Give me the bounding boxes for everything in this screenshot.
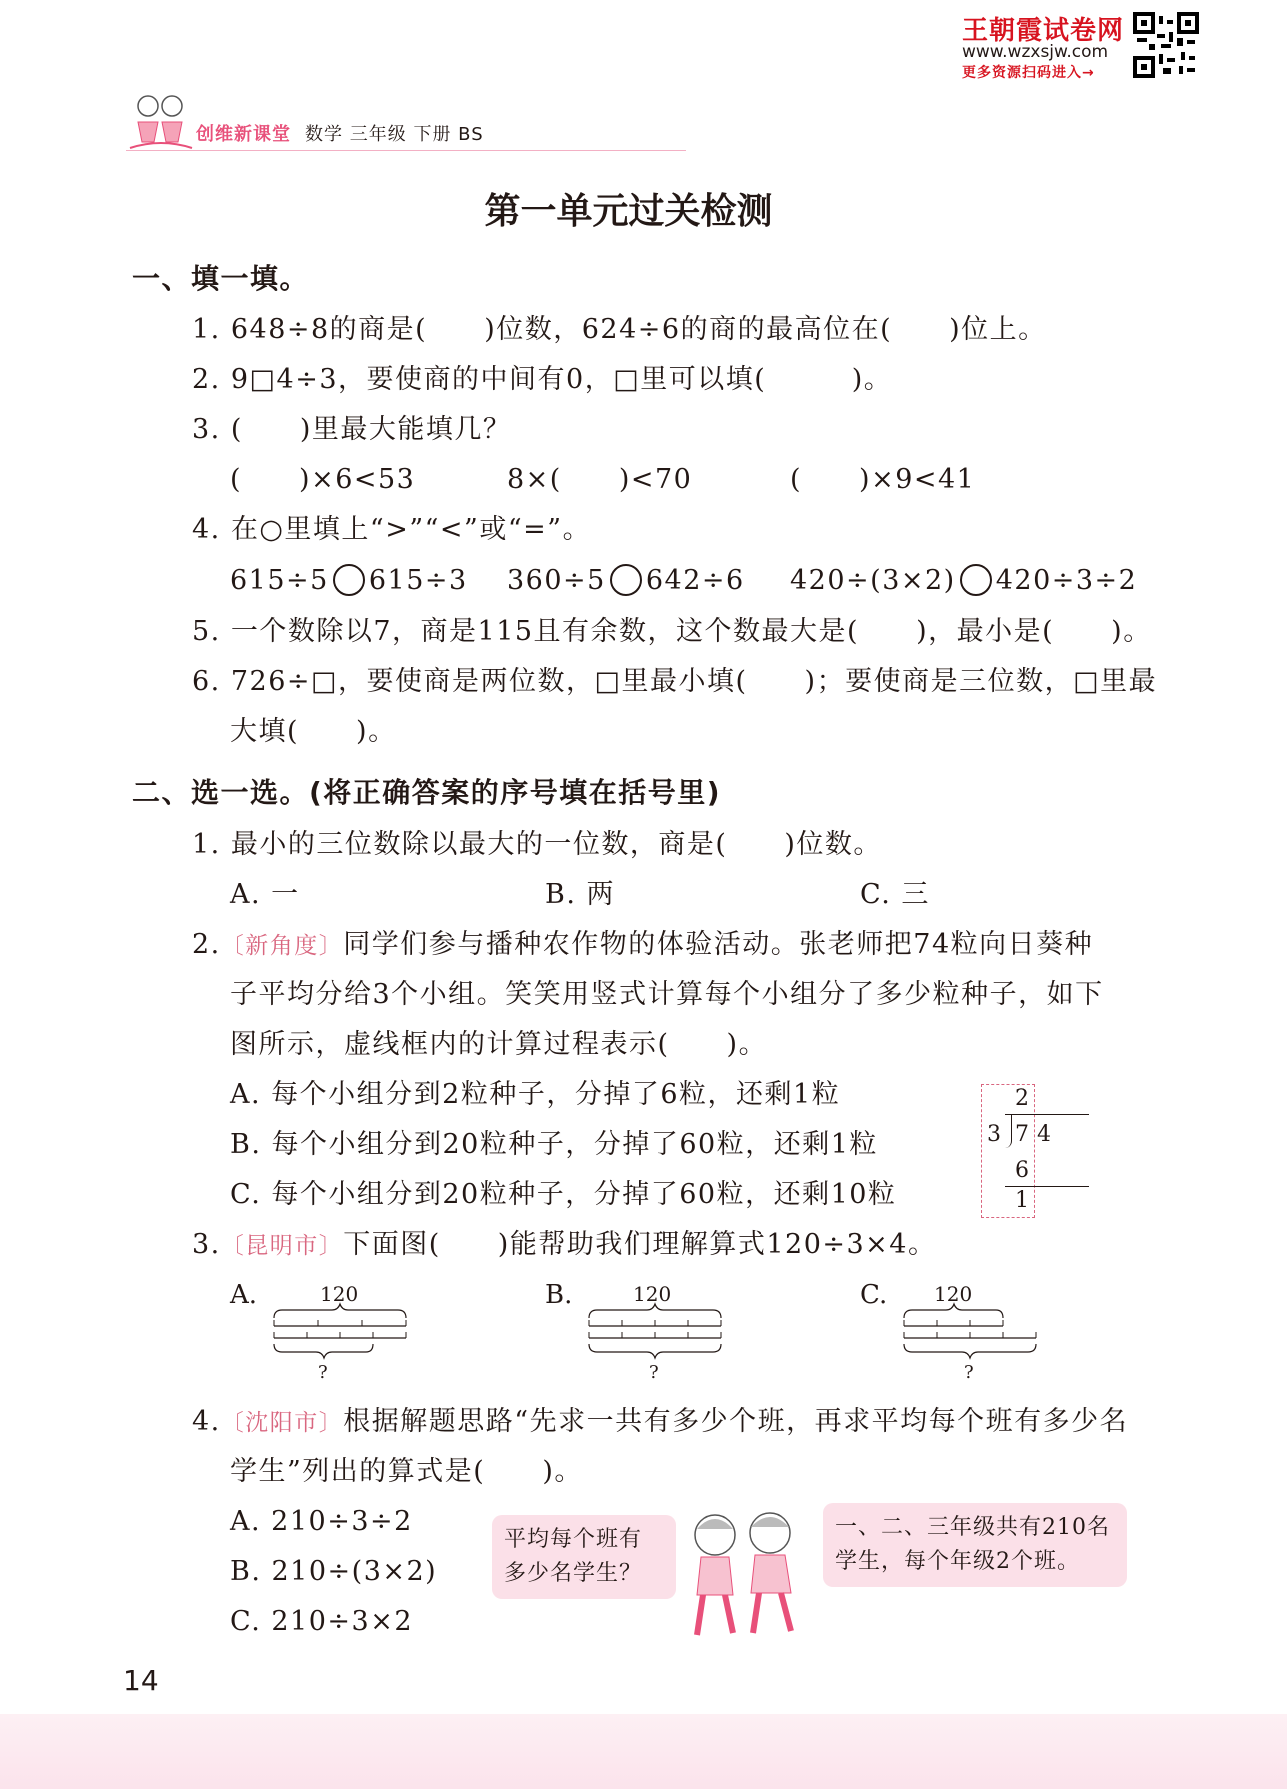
- s2-q4-option-a[interactable]: A. 210÷3÷2: [230, 1506, 413, 1537]
- s2-q1-option-c[interactable]: C. 三: [860, 879, 930, 910]
- s2-q1-option-a[interactable]: A. 一: [230, 879, 300, 910]
- question-text: 根据解题思路“先求一共有多少个班，再求平均每个班有多少名: [343, 1406, 1129, 1437]
- unknown-label: ?: [318, 1362, 328, 1383]
- section1-heading: 一、填一填。: [132, 262, 310, 295]
- footer-band: [0, 1714, 1287, 1789]
- segment-diagram: [902, 1302, 1038, 1364]
- s1-q4-compare-b: [507, 564, 745, 598]
- total-label: 120: [633, 1282, 672, 1306]
- segment-diagram: [587, 1302, 727, 1364]
- s2-q2-line1: [192, 928, 1093, 963]
- qr-code-icon[interactable]: [1133, 12, 1199, 78]
- compare-left: 420÷(3×2): [790, 565, 956, 596]
- s2-q2-option-a[interactable]: A. 每个小组分到2粒种子，分掉了6粒，还剩1粒: [230, 1079, 841, 1110]
- brand-url[interactable]: www.wzxsjw.com: [962, 42, 1109, 62]
- s1-q4: 4. 在○里填上“>”“<”或“=”。: [192, 514, 592, 545]
- s1-q3: 3. ( )里最大能填几？: [192, 414, 512, 445]
- compare-left: 360÷5: [507, 565, 606, 596]
- q3-option-c[interactable]: [860, 1278, 1050, 1388]
- s2-q1: 1. 最小的三位数除以最大的一位数，商是( )位数。: [192, 829, 882, 860]
- bubble-line: 学生，每个年级2个班。: [835, 1549, 1080, 1574]
- s1-q4-compare-c: [790, 564, 1137, 598]
- s2-q2-option-b[interactable]: B. 每个小组分到20粒种子，分掉了60粒，还剩1粒: [230, 1129, 878, 1160]
- s2-q1-option-b[interactable]: B. 两: [545, 879, 616, 910]
- option-label: B.: [545, 1280, 573, 1310]
- question-text: 下面图( )能帮助我们理解算式120÷3×4。: [343, 1229, 937, 1260]
- question-number: 3.: [192, 1229, 221, 1260]
- compare-left: 615÷5: [230, 565, 329, 596]
- unknown-label: ?: [649, 1362, 659, 1383]
- product: 6: [1015, 1158, 1029, 1183]
- s2-q4-option-c[interactable]: C. 210÷3×2: [230, 1606, 413, 1637]
- option-label: C.: [860, 1280, 888, 1310]
- series-name: 创维新课堂: [196, 124, 291, 145]
- q3-option-a[interactable]: [230, 1278, 410, 1388]
- compare-right: 642÷6: [645, 565, 745, 596]
- s1-q6-cont: 大填( )。: [230, 716, 397, 747]
- s1-q4-compare-a: [230, 564, 468, 598]
- dividend: 74: [1015, 1122, 1059, 1147]
- s1-q5: 5. 一个数除以7，商是115且有余数，这个数最大是( )，最小是( )。: [192, 616, 1152, 647]
- s1-q3b: 8×( )<70: [507, 464, 693, 495]
- header-rule: [126, 150, 686, 151]
- s1-q3a: ( )×6<53: [230, 464, 416, 495]
- subtraction-bar: [1005, 1186, 1089, 1187]
- quotient: 2: [1015, 1086, 1029, 1111]
- compare-right: 420÷3÷2: [995, 565, 1138, 596]
- s2-q4-option-b[interactable]: B. 210÷(3×2): [230, 1556, 438, 1587]
- s2-q4-line2: 学生”列出的算式是( )。: [230, 1456, 583, 1487]
- bubble-line: 多少名学生？: [504, 1561, 643, 1586]
- remainder: 1: [1015, 1188, 1029, 1213]
- question-text: 同学们参与播种农作物的体验活动。张老师把74粒向日葵种: [343, 929, 1094, 960]
- s2-q2-line2: 子平均分给3个小组。笑笑用竖式计算每个小组分了多少粒种子，如下: [230, 979, 1104, 1010]
- speech-bubble-left: [492, 1515, 676, 1599]
- page-title: 第一单元过关检测: [484, 191, 773, 232]
- section2-heading: 二、选一选。(将正确答案的序号填在括号里): [132, 776, 722, 809]
- question-number: 4.: [192, 1406, 221, 1437]
- bubble-line: 平均每个班有: [504, 1527, 643, 1552]
- s1-q1: 1. 648÷8的商是( )位数，624÷6的商的最高位在( )位上。: [192, 314, 1047, 345]
- answer-circle[interactable]: [960, 564, 992, 596]
- book-info: 数学 三年级 下册 BS: [305, 124, 484, 145]
- total-label: 120: [934, 1282, 973, 1306]
- answer-circle[interactable]: [610, 564, 642, 596]
- question-number: 2.: [192, 929, 221, 960]
- division-bracket: [1005, 1114, 1012, 1148]
- answer-circle[interactable]: [333, 564, 365, 596]
- compare-right: 615÷3: [368, 565, 468, 596]
- option-label: A.: [230, 1280, 258, 1310]
- page-number: 14: [123, 1664, 159, 1697]
- long-division-figure: [975, 1080, 1095, 1220]
- s1-q3c: ( )×9<41: [790, 464, 976, 495]
- question-tag: 〔沈阳市〕: [220, 1410, 344, 1436]
- speech-bubble-right: [823, 1503, 1127, 1587]
- brand-name: 王朝霞试卷网: [962, 16, 1125, 46]
- s2-q2-option-c[interactable]: C. 每个小组分到20粒种子，分掉了60粒，还剩10粒: [230, 1179, 897, 1210]
- kids-logo-icon: [126, 92, 196, 154]
- question-tag: 〔昆明市〕: [220, 1233, 344, 1259]
- s2-q3-line: [192, 1228, 936, 1263]
- q3-option-b[interactable]: [545, 1278, 735, 1388]
- s2-q4-line1: [192, 1405, 1128, 1440]
- bubble-line: 一、二、三年级共有210名: [835, 1515, 1110, 1540]
- total-label: 120: [320, 1282, 359, 1306]
- division-bar: [1005, 1114, 1089, 1115]
- question-tag: 〔新角度〕: [220, 933, 344, 959]
- unknown-label: ?: [964, 1362, 974, 1383]
- segment-diagram: [272, 1302, 410, 1364]
- s1-q6: 6. 726÷□，要使商是两位数，□里最小填( )；要使商是三位数，□里最: [192, 666, 1158, 697]
- brand-scan-hint: 更多资源扫码进入→: [962, 65, 1095, 81]
- s2-q2-line3: 图所示，虚线框内的计算过程表示( )。: [230, 1029, 768, 1060]
- s1-q2: 2. 9□4÷3，要使商的中间有0，□里可以填( )。: [192, 364, 893, 395]
- divisor: 3: [987, 1122, 1001, 1147]
- children-illustration-icon: [675, 1505, 815, 1645]
